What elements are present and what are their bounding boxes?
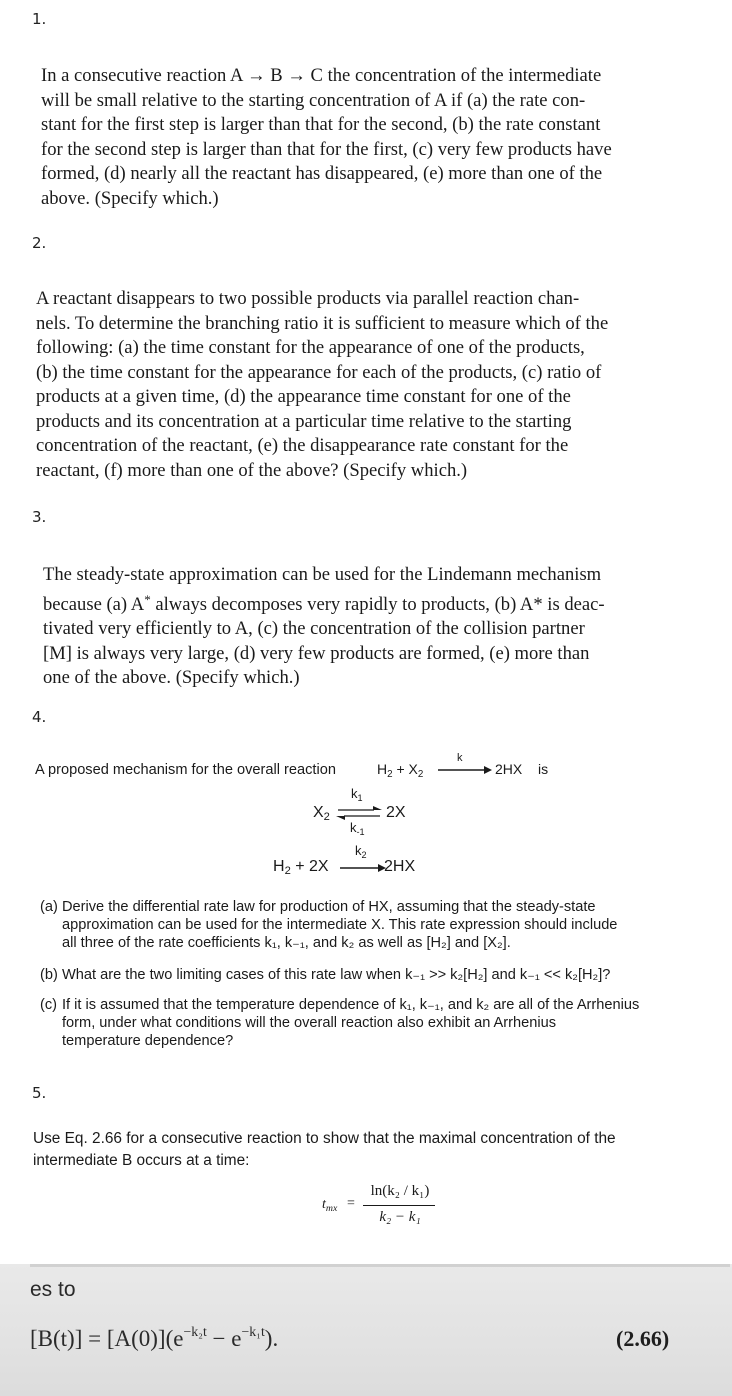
part-line: What are the two limiting cases of this rate law when k₋₁ >> k₂[H₂] and k₋₁ << k₂[H₂]?: [62, 967, 611, 983]
formula-numerator: ln(k₂ / k₁): [370, 1183, 430, 1199]
part-label: (a): [40, 899, 58, 915]
question-4-intro: A proposed mechanism for the overall reaction: [35, 762, 336, 778]
question-5-text: [33, 1128, 616, 1172]
step1-reactant: $X_2$: [313, 804, 330, 823]
question-2-line: A reactant disappears to two possible products via parallel reaction chan-: [36, 288, 580, 309]
step2-rate-constant: $k_2$: [355, 843, 367, 860]
question-1-line: In a consecutive reaction A → B → C the concentration of the intermediate: [41, 65, 602, 86]
formula-equals: =: [347, 1196, 355, 1211]
step1-forward-constant: $k_1$: [351, 786, 363, 803]
question-3-line: tivated very efficiently to A, (c) the concentration of the collision partner: [43, 618, 585, 639]
tmax-formula: [316, 1182, 446, 1234]
part-label: (b): [40, 967, 58, 983]
question-2-line: following: (a) the time constant for the appearance of one of the products,: [36, 337, 585, 358]
formula-denominator: k₂ − k₁: [379, 1209, 421, 1225]
step1-reverse-constant: $k_{-1}$: [350, 820, 365, 837]
question-3-line: one of the above. (Specify which.): [43, 667, 300, 688]
question-1-line: for the second step is larger than that for the first, (c) very few products have: [41, 138, 612, 160]
part-line: If it is assumed that the temperature dependence of k₁, k₋₁, and k₂ are all of the Arrhenius: [62, 997, 640, 1013]
snippet-lead-text: es to: [30, 1278, 76, 1301]
question-2-line: nels. To determine the branching ratio it is sufficient to measure which of the: [36, 312, 609, 334]
part-b: [40, 966, 690, 986]
overall-reaction: $H_2 + X_2$: [377, 761, 424, 780]
part-line: Derive the differential rate law for production of HX, assuming that the steady-state: [62, 899, 596, 915]
snippet-top-shadow: [30, 1264, 730, 1267]
textbook-snippet: [0, 1264, 732, 1396]
question-1-text: [41, 64, 679, 211]
forward-arrow-icon: [438, 765, 492, 775]
step2-arrow-icon: [340, 863, 386, 873]
overall-tail: is: [538, 761, 549, 777]
fraction-bar: [363, 1205, 435, 1206]
question-1-line: will be small relative to the starting concentration of A if (a) the rate con-: [41, 89, 586, 111]
part-line: temperature dependence?: [62, 1033, 234, 1049]
question-3-line: The steady-state approximation can be used for the Lindemann mechanism: [43, 564, 602, 585]
step1-product: 2X: [386, 804, 406, 821]
question-2-line: (b) the time constant for the appearance for each of the products, (c) ratio of: [36, 361, 602, 383]
question-1-line: above. (Specify which.): [41, 187, 219, 209]
part-body: [62, 898, 617, 952]
overall-rate-constant: k: [457, 752, 463, 764]
step2-product: 2HX: [384, 858, 416, 875]
question-4-number: 4.: [32, 708, 47, 726]
question-3-text: [43, 563, 683, 691]
step2-reactants: $H_2 + 2X$: [273, 858, 329, 877]
question-2-line: products and its concentration at a particular time relative to the starting: [36, 410, 572, 432]
part-line: form, under what conditions will the overall reaction also exhibit an Arrhenius: [62, 1015, 557, 1031]
snippet-equation: $[B(t)] = [A(0)](e^{-k_2t} - e^{-k_1t})$.: [30, 1324, 279, 1351]
question-2-text: [36, 287, 688, 483]
question-1-line: stant for the first step is larger than that for the second, (b) the rate constant: [41, 114, 601, 135]
question-1-line: formed, (d) nearly all the reactant has disappeared, (e) more than one of the: [41, 163, 603, 184]
part-a: [40, 898, 690, 958]
part-body: [62, 966, 610, 984]
question-3-line: [M] is always very large, (d) very few products are formed, (e) more than: [43, 642, 590, 664]
snippet-equation-number: (2.66): [616, 1326, 670, 1351]
question-5-line: intermediate B occurs at a time:: [33, 1152, 250, 1169]
question-2-line: reactant, (f) more than one of the above? (Specify which.): [36, 459, 468, 481]
part-c: [40, 996, 690, 1056]
question-2-line: products at a given time, (d) the appearance time constant for one of the: [36, 386, 571, 407]
question-3-line: because (a) A* always decomposes very rapidly to products, (b) A* is deac-: [43, 591, 605, 615]
part-line: approximation can be used for the intermediate X. This rate expression should include: [62, 917, 618, 933]
part-label: (c): [40, 997, 58, 1013]
part-line: all three of the rate coefficients k₁, k₋₁, and k₂ as well as [H₂] and [X₂].: [62, 935, 511, 951]
question-5-line: Use Eq. 2.66 for a consecutive reaction to show that the maximal concentration of the: [33, 1130, 616, 1147]
part-body: [62, 996, 639, 1050]
question-5-number: 5.: [32, 1084, 47, 1102]
question-2-number: 2.: [32, 234, 47, 252]
question-3-number: 3.: [32, 508, 47, 526]
formula-lhs: $t_{mx}$: [322, 1197, 338, 1214]
question-2-line: concentration of the reactant, (e) the disappearance rate constant for the: [36, 435, 569, 456]
overall-product: 2HX: [495, 761, 523, 777]
question-1-number: 1.: [32, 10, 47, 28]
